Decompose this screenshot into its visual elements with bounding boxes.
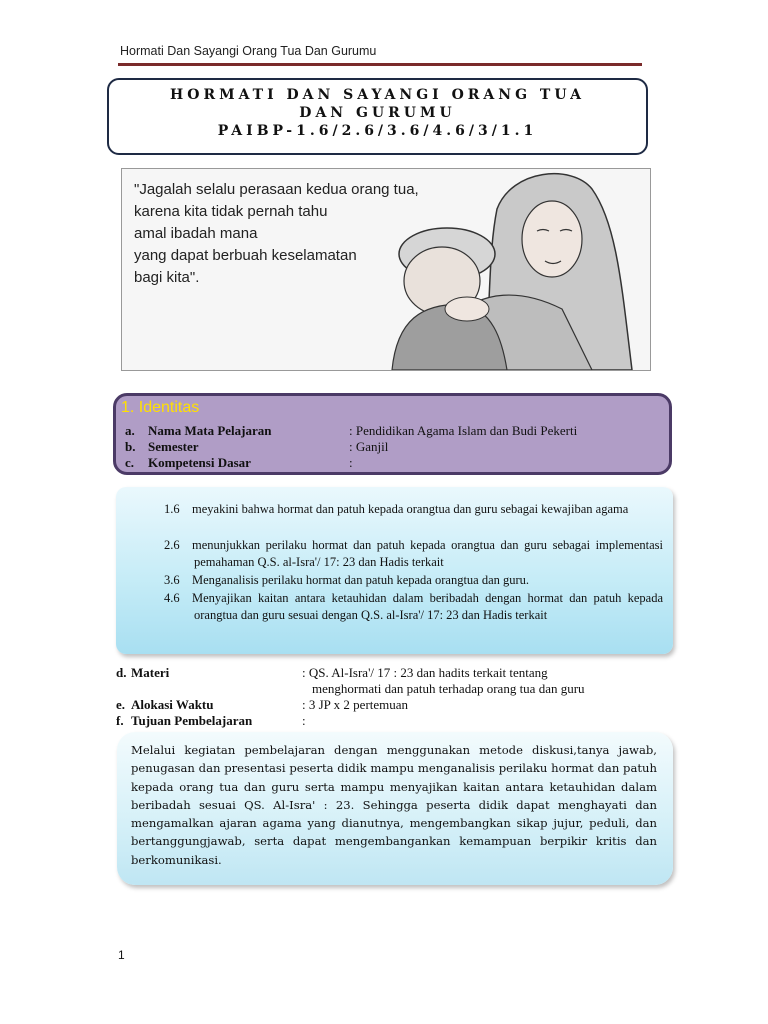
row-value: : Pendidikan Agama Islam dan Budi Pekerti [349, 423, 578, 438]
row-value: : Ganjil [349, 439, 389, 454]
running-header: Hormati Dan Sayangi Orang Tua Dan Gurumu [120, 44, 377, 58]
quote [134, 179, 419, 289]
row-label: Materi [131, 665, 170, 680]
kd-item [164, 537, 663, 571]
row-key: d. [116, 665, 127, 680]
row-label: Nama Mata Pelajaran [148, 423, 272, 438]
quote-line: bagi kita". [134, 269, 200, 286]
row-label: Semester [148, 439, 199, 454]
row-label: Tujuan Pembelajaran [131, 713, 253, 728]
kompetensi-dasar-box [116, 487, 673, 654]
tujuan-text: Melalui kegiatan pembelajaran dengan menggunakan metode diskusi,tanya jawab, penugasan dan presentasi peserta didik mampu menganalisis perilaku hormat dan patuh kepada orang tua dan guru serta mampu menyajikan kaitan antara ketauhidan dalam beribadah sesuai QS. Al-Isra' : 23. Sehingga peserta didik dapat menghayati dan mengamalkan ajaran agama yang dianutnya, mengembangkan sikap jujur, peduli, dan bertanggungjawab, serta dapat mengembangankan kemampuan berpikir kritis dan berkomunikasi. [131, 743, 657, 867]
title-line-2: DAN GURUMU [299, 105, 456, 121]
kd-item [164, 590, 663, 624]
identitas-box [113, 393, 672, 475]
row-label: Kompetensi Dasar [148, 455, 251, 470]
kd-item [164, 572, 663, 589]
kd-number: 3.6 [164, 573, 180, 587]
quote-line: amal ibadah mana [134, 225, 258, 242]
row-key: e. [116, 697, 126, 712]
kd-text: Menyajikan kaitan antara ketauhidan dalam beribadah dengan hormat dan patuh kepada orangtua dan guru sesuai dengan Q.S. al-Isra'/ 17: 23 dan Hadis terkait [192, 591, 663, 622]
title-code: PAIBP-1.6/2.6/3.6/4.6/3/1.1 [217, 123, 538, 139]
identitas-title: 1. Identitas [121, 399, 200, 416]
title-box [107, 78, 648, 155]
row-label: Alokasi Waktu [131, 697, 214, 712]
illustration [121, 168, 651, 371]
row-key: a. [125, 423, 135, 438]
row-key: c. [125, 455, 135, 470]
kd-text: Menganalisis perilaku hormat dan patuh kepada orangtua dan guru. [192, 573, 530, 587]
row-key: f. [116, 713, 124, 728]
tujuan-box [117, 732, 673, 885]
quote-line: karena kita tidak pernah tahu [134, 203, 328, 220]
header-rule [118, 63, 642, 66]
kd-number: 1.6 [164, 502, 180, 516]
kd-item [164, 501, 663, 518]
row-value: : 3 JP x 2 pertemuan [302, 697, 409, 712]
kd-number: 4.6 [164, 591, 180, 605]
quote-line: yang dapat berbuah keselamatan [134, 247, 357, 264]
row-value-cont: menghormati dan patuh terhadap orang tua dan guru [312, 681, 585, 696]
kd-text: menunjukkan perilaku hormat dan patuh kepada orangtua dan guru sebagai implementasi pemahaman Q.S. al-Isra'/ 17: 23 dan Hadis terkait [192, 538, 663, 569]
row-value: : [349, 455, 353, 470]
row-value: : QS. Al-Isra'/ 17 : 23 dan hadits terkait tentang [302, 665, 548, 680]
kd-number: 2.6 [164, 538, 180, 552]
row-value: : [302, 713, 306, 728]
page-number: 1 [118, 948, 125, 962]
quote-line: "Jagalah selalu perasaan kedua orang tua, [134, 181, 419, 198]
kd-text: meyakini bahwa hormat dan patuh kepada orangtua dan guru sebagai kewajiban agama [192, 502, 629, 516]
title-line-1: HORMATI DAN SAYANGI ORANG TUA [170, 87, 585, 103]
row-key: b. [125, 439, 136, 454]
